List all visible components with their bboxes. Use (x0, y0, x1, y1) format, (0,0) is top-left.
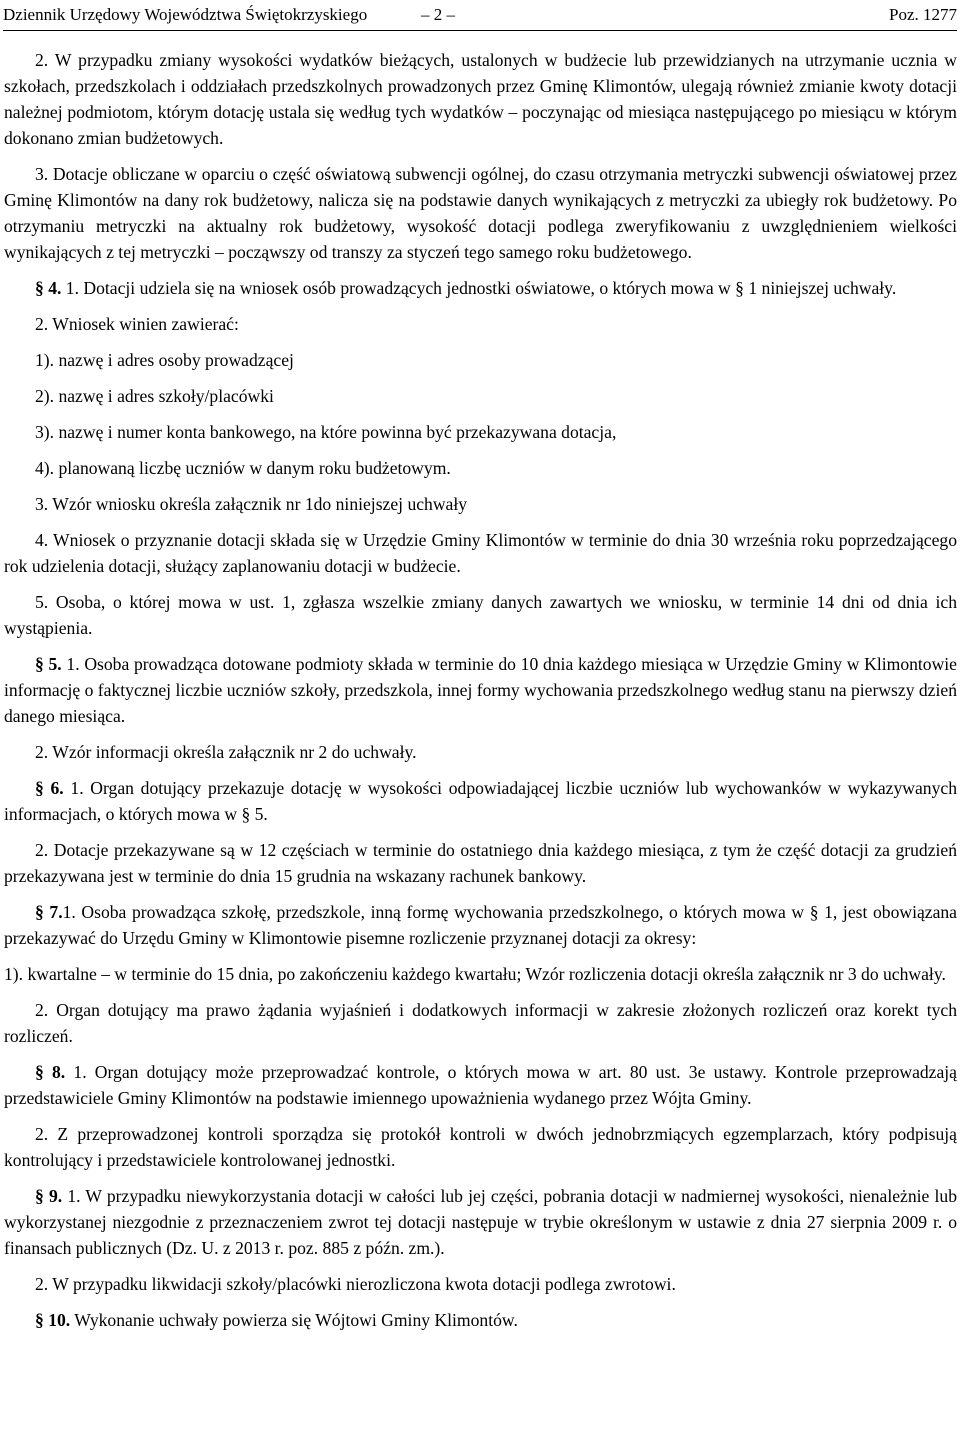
section-6-number: § 6. (35, 778, 64, 798)
document-body (4, 47, 957, 1343)
section-4-4: 4. Wniosek o przyznanie dotacji składa się w Urzędzie Gminy Klimontów w terminie do dnia 30 września roku poprzedzającego rok udzielenia dotacji, służący zaplanowaniu dotacji w budżecie. (4, 530, 957, 576)
section-8-1-text: 1. Organ dotujący może przeprowadzać kontrole, o których mowa w art. 80 ust. 3e ustawy. Kontrole przeprowadzają przedstawiciele Gminy Klimontów na podstawie imiennego upoważnienia wydanego przez Wójta Gminy. (4, 1062, 957, 1108)
section-5-2: 2. Wzór informacji określa załącznik nr 2 do uchwały. (35, 742, 417, 762)
section-4-2-item-3: 3). nazwę i numer konta bankowego, na które powinna być przekazywana dotacja, (35, 422, 617, 442)
section-7-1-text: 1. Osoba prowadząca szkołę, przedszkole, inną formę wychowania przedszkolnego, o których mowa w § 1, jest obowiązana przekazywać do Urzędu Gminy w Klimontowie pisemne rozliczenie przyznanej dotacji za okresy: (4, 902, 957, 948)
section-7-1-item-1: 1). kwartalne – w terminie do 15 dnia, po zakończeniu każdego kwartału; Wzór rozliczenia dotacji określa załącznik nr 3 do uchwały. (4, 964, 946, 984)
section-4-2-item-4: 4). planowaną liczbę uczniów w danym roku budżetowym. (35, 458, 451, 478)
section-4-1 (4, 275, 957, 301)
section-6-1-text: 1. Organ dotujący przekazuje dotację w wysokości odpowiadającej liczbie uczniów lub wychowanków w wykazywanych informacjach, o których mowa w § 5. (4, 778, 957, 824)
section-10-number: § 10. (35, 1310, 71, 1330)
section-8-2: 2. Z przeprowadzonej kontroli sporządza się protokół kontroli w dwóch jednobrzmiących egzemplarzach, który podpisują kontrolujący i przedstawiciele kontrolowanej jednostki. (4, 1124, 957, 1170)
section-8-1 (4, 1059, 957, 1111)
page-number: – 2 – (421, 5, 455, 24)
section-5-1 (4, 651, 957, 729)
section-7-number: § 7. (35, 902, 63, 922)
position-number: Poz. 1277 (889, 5, 957, 24)
section-4-2-item-2: 2). nazwę i adres szkoły/placówki (35, 386, 274, 406)
section-6-1 (4, 775, 957, 827)
page-header (3, 0, 957, 31)
section-5-1-text: 1. Osoba prowadząca dotowane podmioty składa w terminie do 10 dnia każdego miesiąca w Urzędzie Gminy w Klimontowie informację o faktycznej liczbie uczniów szkoły, przedszkola, innej formy wychowania przedszkolnego według stanu na pierwszy dzień danego miesiąca. (4, 654, 957, 726)
paragraph-2-3: 3. Dotacje obliczane w oparciu o część oświatową subwencji ogólnej, do czasu otrzymania metryczki subwencji oświatowej przez Gminę Klimontów na dany rok budżetowy, nalicza się na podstawie danych wynikających z metryczki za ubiegły rok budżetowy. Po otrzymaniu metryczki na aktualny rok budżetowy, wysokość dotacji podlega zweryfikowaniu z uwzględnieniem wielkości wynikających z tej metryczki – począwszy od transzy za styczeń tego samego roku budżetowego. (4, 164, 957, 262)
section-4-3: 3. Wzór wniosku określa załącznik nr 1do niniejszej uchwały (35, 494, 468, 514)
section-8-number: § 8. (35, 1062, 66, 1082)
section-7-1 (4, 899, 957, 951)
section-10 (4, 1307, 957, 1333)
section-4-5: 5. Osoba, o której mowa w ust. 1, zgłasza wszelkie zmiany danych zawartych we wniosku, w terminie 14 dni od dnia ich wystąpienia. (4, 592, 957, 638)
section-4-2: 2. Wniosek winien zawierać: (35, 314, 239, 334)
section-6-2: 2. Dotacje przekazywane są w 12 częściach w terminie do ostatniego dnia każdego miesiąca, z tym że część dotacji za grudzień przekazywana jest w terminie do dnia 15 grudnia na wskazany rachunek bankowy. (4, 840, 957, 886)
section-7-2: 2. Organ dotujący ma prawo żądania wyjaśnień i dodatkowych informacji w zakresie złożonych rozliczeń oraz korekt tych rozliczeń. (4, 1000, 957, 1046)
section-4-number: § 4. (35, 278, 62, 298)
section-9-1 (4, 1183, 957, 1261)
section-4-1-text: 1. Dotacji udziela się na wniosek osób prowadzących jednostki oświatowe, o których mowa w § 1 niniejszej uchwały. (61, 278, 897, 298)
paragraph-2-2: 2. W przypadku zmiany wysokości wydatków bieżących, ustalonych w budżecie lub przewidzianych na utrzymanie ucznia w szkołach, przedszkolach i oddziałach przedszkolnych prowadzonych przez Gminę Klimontów, ulegają również zmianie kwoty dotacji należnej podmiotom, którym dotację ustala się według tych wydatków – poczynając od miesiąca następującego po miesiącu w którym dokonano zmian budżetowych. (4, 50, 957, 148)
journal-title: Dziennik Urzędowy Województwa Świętokrzyskiego (3, 5, 368, 24)
section-9-1-text: 1. W przypadku niewykorzystania dotacji w całości lub jej części, pobrania dotacji w nadmiernej wysokości, nienależnie lub wykorzystanej niezgodnie z przeznaczeniem zwrot tej dotacji następuje w trybie określonym w ustawie z dnia 27 sierpnia 2009 r. o finansach publicznych (Dz. U. z 2013 r. poz. 885 z późn. zm.). (4, 1186, 957, 1258)
section-9-number: § 9. (35, 1186, 63, 1206)
section-9-2: 2. W przypadku likwidacji szkoły/placówki nierozliczona kwota dotacji podlega zwrotowi. (35, 1274, 676, 1294)
section-10-text: Wykonanie uchwały powierza się Wójtowi Gminy Klimontów. (70, 1310, 518, 1330)
section-5-number: § 5. (35, 654, 62, 674)
section-4-2-item-1: 1). nazwę i adres osoby prowadzącej (35, 350, 294, 370)
